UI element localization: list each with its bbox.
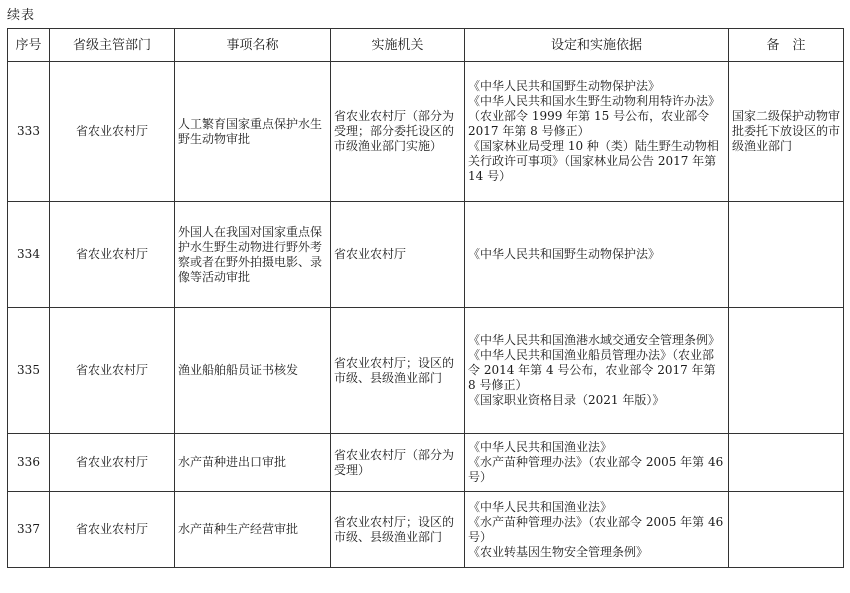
basis-line: 《水产苗种管理办法》（农业部令 2005 年第 46 号）: [468, 455, 724, 484]
cell-basis: [465, 202, 729, 308]
table-row: [8, 434, 844, 492]
basis-line: 《中华人民共和国水生野生动物利用特许办法》（农业部令 1999 年第 15 号公布，农业部令 2017 年第 8 号修正）: [468, 94, 721, 138]
header-item: 事项名称: [175, 29, 331, 62]
basis-line: 《水产苗种管理办法》（农业部令 2005 年第 46 号）: [468, 514, 724, 544]
cell-item: 人工繁育国家重点保护水生野生动物审批: [175, 62, 331, 202]
basis-line: 《中华人民共和国野生动物保护法》: [468, 247, 661, 261]
table-caption: 续表: [7, 8, 36, 23]
cell-item: 水产苗种进出口审批: [175, 434, 331, 492]
basis-line: 《国家职业资格目录（2021 年版）》: [468, 393, 665, 407]
basis-line: 《中华人民共和国渔业法》: [468, 499, 613, 514]
cell-org: 省农业农村厅；设区的市级、县级渔业部门: [331, 308, 465, 434]
cell-basis: [465, 62, 729, 202]
header-org: 实施机关: [331, 29, 465, 62]
cell-seq: 334: [8, 202, 50, 308]
basis-line: 《中华人民共和国渔业船员管理办法》（农业部令 2014 年第 4 号公布，农业部令 2017 年第 8 号修正）: [468, 348, 716, 392]
cell-seq: 336: [8, 434, 50, 492]
header-row: [8, 29, 844, 62]
cell-dept: 省农业农村厅: [50, 434, 175, 492]
cell-remark: [729, 492, 844, 568]
cell-org: 省农业农村厅；设区的市级、县级渔业部门: [331, 492, 465, 568]
cell-seq: 335: [8, 308, 50, 434]
basis-line: 《中华人民共和国渔港水域交通安全管理条例》: [468, 333, 721, 347]
cell-org: 省农业农村厅（部分为受理）: [331, 434, 465, 492]
basis-line: 《农业转基因生物安全管理条例》: [468, 544, 649, 559]
header-seq: 序号: [8, 29, 50, 62]
approval-items-table: [7, 28, 844, 568]
cell-basis: [465, 308, 729, 434]
table-row: [8, 62, 844, 202]
header-remark: 备 注: [729, 29, 844, 62]
table-row: [8, 492, 844, 568]
table-row: [8, 202, 844, 308]
cell-basis: [465, 492, 729, 568]
basis-line: 《国家林业局受理 10 种（类）陆生野生动物相关行政许可事项》（国家林业局公告 2017 年第 14 号）: [468, 139, 719, 183]
cell-dept: 省农业农村厅: [50, 492, 175, 568]
cell-remark: [729, 434, 844, 492]
cell-basis: [465, 434, 729, 492]
cell-item: 外国人在我国对国家重点保护水生野生动物进行野外考察或者在野外拍摄电影、录像等活动审批: [175, 202, 331, 308]
cell-org: 省农业农村厅（部分为受理；部分委托设区的市级渔业部门实施）: [331, 62, 465, 202]
header-dept: 省级主管部门: [50, 29, 175, 62]
cell-dept: 省农业农村厅: [50, 308, 175, 434]
header-basis: 设定和实施依据: [465, 29, 729, 62]
cell-item: 水产苗种生产经营审批: [175, 492, 331, 568]
basis-line: 《中华人民共和国野生动物保护法》: [468, 79, 661, 93]
cell-dept: 省农业农村厅: [50, 202, 175, 308]
cell-seq: 337: [8, 492, 50, 568]
cell-seq: 333: [8, 62, 50, 202]
table-row: [8, 308, 844, 434]
cell-remark: 国家二级保护动物审批委托下放设区的市级渔业部门: [729, 62, 844, 202]
cell-remark: [729, 308, 844, 434]
cell-remark: [729, 202, 844, 308]
basis-line: 《中华人民共和国渔业法》: [468, 440, 613, 454]
cell-item: 渔业船舶船员证书核发: [175, 308, 331, 434]
cell-org: 省农业农村厅: [331, 202, 465, 308]
cell-dept: 省农业农村厅: [50, 62, 175, 202]
